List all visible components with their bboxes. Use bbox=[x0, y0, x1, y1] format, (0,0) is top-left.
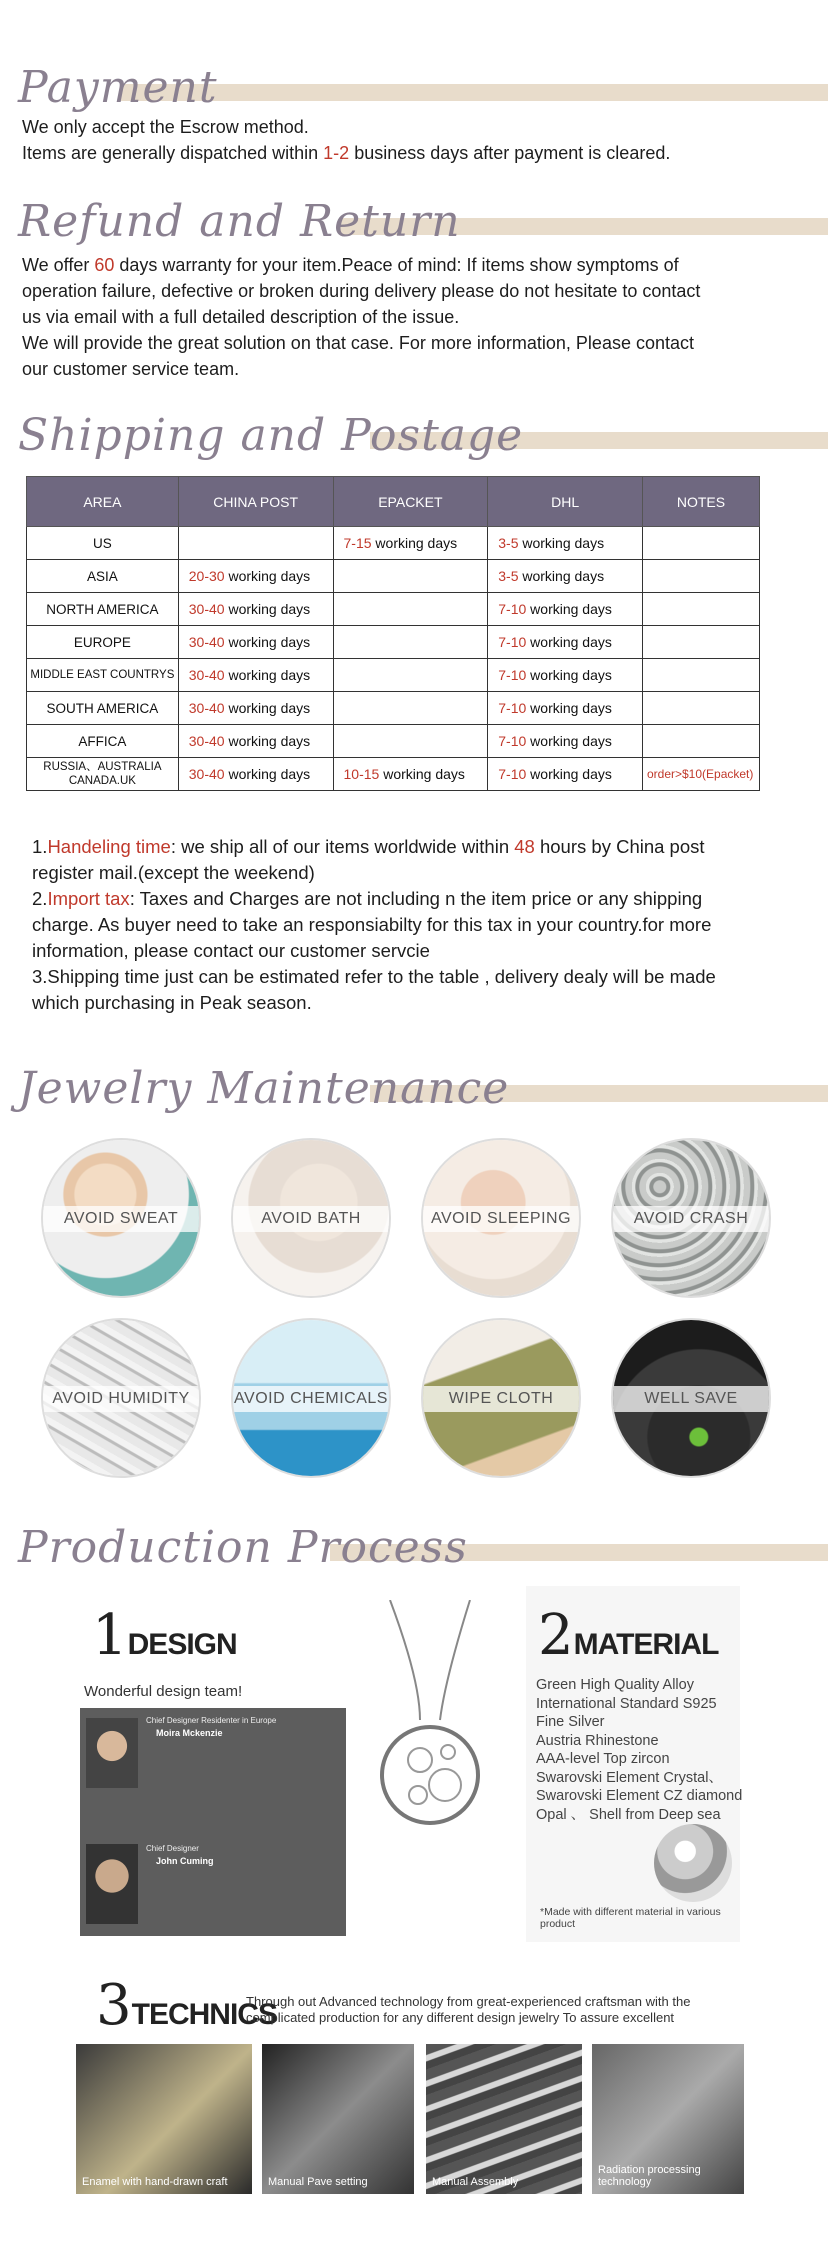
designer-1-title: Chief Designer Residenter in Europe bbox=[146, 1716, 277, 1725]
shipping-title: Shipping and Postage bbox=[18, 410, 524, 461]
refund-line-3: us via email with a full detailed description of the issue. bbox=[22, 307, 460, 327]
designer-1-photo bbox=[86, 1718, 138, 1788]
refund-line-1: We offer 60 days warranty for your item.Peace of mind: If items show symptoms of bbox=[22, 255, 679, 275]
technics-photo-enamel bbox=[76, 2044, 252, 2194]
notes-cell: order>$10(Epacket) bbox=[642, 758, 759, 791]
table-row bbox=[27, 725, 760, 758]
dhl-cell: 7-10 working days bbox=[488, 659, 643, 692]
dhl-cell: 7-10 working days bbox=[488, 725, 643, 758]
dhl-cell: 7-10 working days bbox=[488, 593, 643, 626]
designer-2-photo bbox=[86, 1844, 138, 1924]
col-notes: NOTES bbox=[642, 477, 759, 527]
well-save-label: WELL SAVE bbox=[613, 1386, 769, 1412]
note-1-line-2: register mail.(except the weekend) bbox=[32, 862, 315, 883]
technics-description bbox=[246, 1994, 690, 2026]
col-china-post: CHINA POST bbox=[178, 477, 333, 527]
area-cell: US bbox=[27, 527, 179, 560]
material-item: Green High Quality Alloy bbox=[536, 1677, 694, 1693]
table-row bbox=[27, 758, 760, 791]
area-cell: MIDDLE EAST COUNTRYS bbox=[27, 659, 179, 692]
well-save-image bbox=[613, 1320, 769, 1476]
avoid-sweat-label: AVOID SWEAT bbox=[43, 1206, 199, 1232]
epacket-cell: 7-15 working days bbox=[333, 527, 488, 560]
area-cell: EUROPE bbox=[27, 626, 179, 659]
avoid-crash-image bbox=[613, 1140, 769, 1296]
payment-line-2: Items are generally dispatched within 1-2 business days after payment is cleared. bbox=[22, 143, 671, 163]
table-row bbox=[27, 626, 760, 659]
refund-title: Refund and Return bbox=[18, 196, 461, 247]
notes-cell bbox=[642, 692, 759, 725]
technics-label: TECHNICS bbox=[131, 1998, 277, 2031]
material-item: AAA-level Top zircon bbox=[536, 1751, 670, 1767]
china-post-cell: 30-40 working days bbox=[178, 758, 333, 791]
avoid-sleeping-image bbox=[423, 1140, 579, 1296]
material-heading bbox=[538, 1603, 718, 1668]
material-item: Swarovski Element CZ diamond bbox=[536, 1788, 743, 1804]
shipping-notes bbox=[32, 834, 716, 1016]
china-post-cell: 30-40 working days bbox=[178, 692, 333, 725]
refund-line-5: our customer service team. bbox=[22, 359, 240, 379]
dhl-cell: 3-5 working days bbox=[488, 527, 643, 560]
refund-line-2: operation failure, defective or broken during delivery please do not hesitate to contact bbox=[22, 281, 701, 301]
design-subtitle: Wonderful design team! bbox=[84, 1683, 243, 1700]
shipping-header bbox=[0, 410, 828, 466]
shipping-table bbox=[26, 476, 760, 791]
china-post-cell: 30-40 working days bbox=[178, 593, 333, 626]
design-number: 1 bbox=[92, 1603, 128, 1668]
dhl-cell: 7-10 working days bbox=[488, 692, 643, 725]
area-cell: RUSSIA、AUSTRALIA CANADA.UK bbox=[27, 758, 179, 791]
design-team-panel bbox=[80, 1708, 346, 1936]
technics-photo-radiation bbox=[592, 2044, 744, 2194]
avoid-sweat-image bbox=[43, 1140, 199, 1296]
avoid-sleeping-label: AVOID SLEEPING bbox=[423, 1206, 579, 1232]
material-list bbox=[536, 1676, 742, 1824]
dhl-cell: 7-10 working days bbox=[488, 626, 643, 659]
china-post-cell bbox=[178, 527, 333, 560]
area-cell: SOUTH AMERICA bbox=[27, 692, 179, 725]
notes-cell bbox=[642, 626, 759, 659]
avoid-crash-label: AVOID CRASH bbox=[613, 1206, 769, 1232]
payment-title: Payment bbox=[18, 62, 218, 113]
technics-desc-line-1: Through out Advanced technology from great-experienced craftsman with the bbox=[246, 1994, 691, 2009]
avoid-bath-label: AVOID BATH bbox=[233, 1206, 389, 1232]
design-heading bbox=[92, 1603, 237, 1668]
china-post-cell: 20-30 working days bbox=[178, 560, 333, 593]
material-item: Fine Silver bbox=[536, 1714, 605, 1730]
design-label: DESIGN bbox=[127, 1628, 237, 1661]
payment-text bbox=[22, 114, 670, 166]
shipping-table-header bbox=[27, 477, 760, 527]
technics-caption: Enamel with hand-drawn craft bbox=[82, 2176, 228, 2188]
notes-cell bbox=[642, 725, 759, 758]
epacket-cell bbox=[333, 659, 488, 692]
diamond-image bbox=[654, 1824, 732, 1902]
maintenance-header bbox=[0, 1063, 828, 1119]
technics-photo-pave bbox=[262, 2044, 414, 2194]
note-3-line-1: 3.Shipping time just can be estimated refer to the table , delivery dealy will be made bbox=[32, 966, 716, 987]
table-row bbox=[27, 659, 760, 692]
production-title: Production Process bbox=[18, 1522, 468, 1573]
material-note: *Made with different material in various product bbox=[540, 1906, 721, 1930]
wipe-cloth-label: WIPE CLOTH bbox=[423, 1386, 579, 1412]
maintenance-title: Jewelry Maintenance bbox=[18, 1063, 510, 1114]
note-2-line-1: 2.Import tax: Taxes and Charges are not including n the item price or any shipping bbox=[32, 888, 703, 909]
epacket-cell bbox=[333, 560, 488, 593]
notes-cell bbox=[642, 659, 759, 692]
avoid-chemicals-label: AVOID CHEMICALS bbox=[233, 1386, 389, 1412]
avoid-bath-image bbox=[233, 1140, 389, 1296]
notes-cell bbox=[642, 560, 759, 593]
payment-header bbox=[0, 62, 828, 118]
designer-2-name: John Cuming bbox=[156, 1856, 214, 1866]
col-dhl: DHL bbox=[488, 477, 643, 527]
table-row bbox=[27, 692, 760, 725]
table-row bbox=[27, 593, 760, 626]
production-header bbox=[0, 1522, 828, 1578]
china-post-cell: 30-40 working days bbox=[178, 725, 333, 758]
technics-caption: Manual Assembly bbox=[432, 2176, 519, 2188]
technics-desc-line-2: complicated production for any different design jewelry To assure excellent bbox=[246, 2010, 675, 2025]
notes-cell bbox=[642, 527, 759, 560]
china-post-cell: 30-40 working days bbox=[178, 659, 333, 692]
designer-2-title: Chief Designer bbox=[146, 1844, 199, 1853]
material-item: International Standard S925 bbox=[536, 1695, 717, 1712]
dhl-cell: 7-10 working days bbox=[488, 758, 643, 791]
col-epacket: EPACKET bbox=[333, 477, 488, 527]
technics-number: 3 bbox=[96, 1973, 132, 2038]
wipe-cloth-image bbox=[423, 1320, 579, 1476]
payment-line-1: We only accept the Escrow method. bbox=[22, 117, 309, 137]
material-item: Swarovski Element Crystal、 bbox=[536, 1769, 723, 1786]
area-cell: NORTH AMERICA bbox=[27, 593, 179, 626]
technics-photo-assembly bbox=[426, 2044, 582, 2194]
pendant-necklace-image bbox=[350, 1600, 510, 1860]
refund-header bbox=[0, 196, 828, 252]
note-2-line-3: information, please contact our customer servcie bbox=[32, 940, 430, 961]
col-area: AREA bbox=[27, 477, 179, 527]
avoid-chemicals-image bbox=[233, 1320, 389, 1476]
china-post-cell: 30-40 working days bbox=[178, 626, 333, 659]
designer-1-name: Moira Mckenzie bbox=[156, 1728, 223, 1738]
dhl-cell: 3-5 working days bbox=[488, 560, 643, 593]
material-item: Opal 、 Shell from Deep sea bbox=[536, 1806, 721, 1823]
table-row bbox=[27, 560, 760, 593]
epacket-cell bbox=[333, 692, 488, 725]
epacket-cell bbox=[333, 626, 488, 659]
note-2-line-2: charge. As buyer need to take an responsiabilty for this tax in your country.for more bbox=[32, 914, 712, 935]
area-cell: AFFICA bbox=[27, 725, 179, 758]
notes-cell bbox=[642, 593, 759, 626]
epacket-cell bbox=[333, 593, 488, 626]
material-item: Austria Rhinestone bbox=[536, 1732, 659, 1749]
refund-line-4: We will provide the great solution on that case. For more information, Please contact bbox=[22, 333, 695, 353]
technics-caption: Radiation processing technology bbox=[598, 2164, 701, 2188]
refund-text bbox=[22, 252, 700, 382]
material-number: 2 bbox=[538, 1603, 574, 1668]
technics-caption: Manual Pave setting bbox=[268, 2176, 368, 2188]
note-3-line-2: which purchasing in Peak season. bbox=[32, 992, 312, 1013]
epacket-cell bbox=[333, 725, 488, 758]
table-row bbox=[27, 527, 760, 560]
area-cell: ASIA bbox=[27, 560, 179, 593]
material-label: MATERIAL bbox=[573, 1628, 719, 1661]
avoid-humidity-label: AVOID HUMIDITY bbox=[43, 1386, 199, 1412]
avoid-humidity-image bbox=[43, 1320, 199, 1476]
note-1-line-1: 1.Handeling time: we ship all of our items worldwide within 48 hours by China post bbox=[32, 836, 705, 857]
epacket-cell: 10-15 working days bbox=[333, 758, 488, 791]
